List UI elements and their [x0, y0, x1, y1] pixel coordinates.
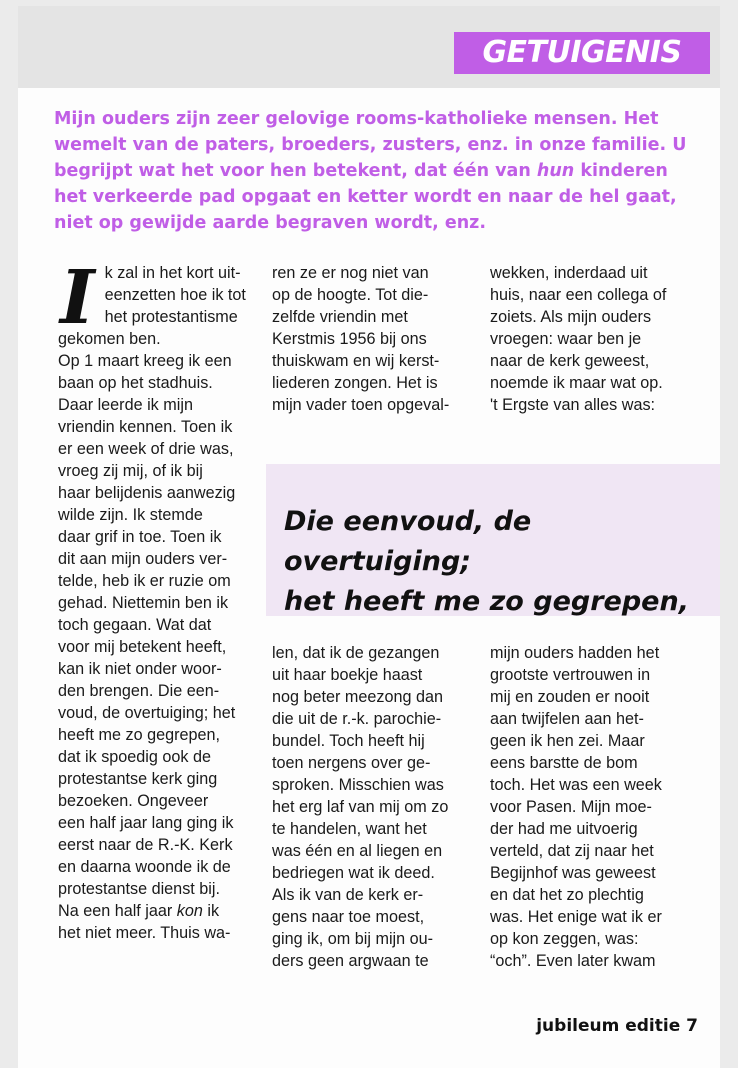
section-tag: GETUIGENIS: [454, 32, 710, 74]
magazine-page: [18, 6, 720, 1068]
drop-cap: I: [60, 255, 95, 341]
column-1-end: ik het niet meer. Thuis wa-: [58, 902, 231, 942]
column-1-text: k zal in het kort uit- eenzetten hoe ik tot het protestantisme gekomen ben. Op 1 maart kreeg ik een baan op het stadhuis. Daar leerde ik mijn vriendin kennen. Toen ik er een week of drie was, vroeg zij mij, of ik bij haar belijdenis aanwezig wilde zijn. Ik stemde daar grif in toe. Toen ik dit aan mijn ouders ver- telde, heb ik er ruzie om gehad. Niettemin ben ik toch gegaan. Wat dat voor mij betekent heeft, kan ik niet onder woor- den brengen. Die een- voud, de overtuiging; het heeft me zo gegrepen, dat ik spoedig ook de protestantse kerk ging bezoeken. Ongeveer een half jaar lang ging ik eerst naar de R.-K. Kerk en daarna woonde ik de protestantse dienst bij. Na een half jaar: [58, 264, 246, 920]
intro-text-1: Mijn ouders zijn zeer gelovige rooms-katholieke mensen. Het wemelt van de paters, broeders, zusters, enz. in onze familie. U begrijpt wat het voor hen betekent, dat één van: [54, 109, 687, 181]
article-column-2-upper: ren ze er nog niet van op de hoogte. Tot die- zelfde vriendin met Kerstmis 1956 bij ons thuiskwam en wij kerst- liederen zongen. Het is mijn vader toen opgeval-: [272, 264, 450, 414]
article-column-3-lower: mijn ouders hadden het grootste vertrouwen in mij en zouden er nooit aan twijfelen aan het- geen ik hen zei. Maar eens barstte de bom toch. Het was een week voor Pasen. Mijn moe- der had me uitvoerig verteld, dat zij naar het Begijnhof was geweest en dat het zo plechtig was. Het enige wat ik er op kon zeggen, was: “och”. Even later kwam: [490, 644, 662, 970]
intro-paragraph: [54, 106, 694, 236]
article-column-1: [58, 255, 273, 944]
article-column-2-lower: len, dat ik de gezangen uit haar boekje haast nog beter meezong dan die uit de r.-k. parochie- bundel. Toch heeft hij toen nergens over ge- sproken. Misschien was het erg laf van mij om zo te handelen, want het was één en al liegen en bedriegen wat ik deed. Als ik van de kerk er- gens naar toe moest, ging ik, om bij mijn ou- ders geen argwaan te: [272, 644, 449, 970]
pull-quote: Die eenvoud, de overtuiging; het heeft me zo gegrepen,: [284, 506, 689, 617]
pull-quote-box: [266, 464, 720, 616]
article-column-3-upper: wekken, inderdaad uit huis, naar een collega of zoiets. Als mijn ouders vroegen: waar ben je naar de kerk geweest, noemde ik maar wat op. 't Ergste van alles was:: [490, 264, 667, 414]
intro-italic-word: hun: [536, 161, 575, 181]
intro-text-2: kinderen het verkeerde pad opgaat en ketter wordt en naar de hel gaat, niet op gewijde aarde begraven wordt, enz.: [54, 161, 677, 233]
page-footer: jubileum editie 7: [536, 1016, 698, 1036]
column-1-italic: kon: [176, 902, 203, 920]
